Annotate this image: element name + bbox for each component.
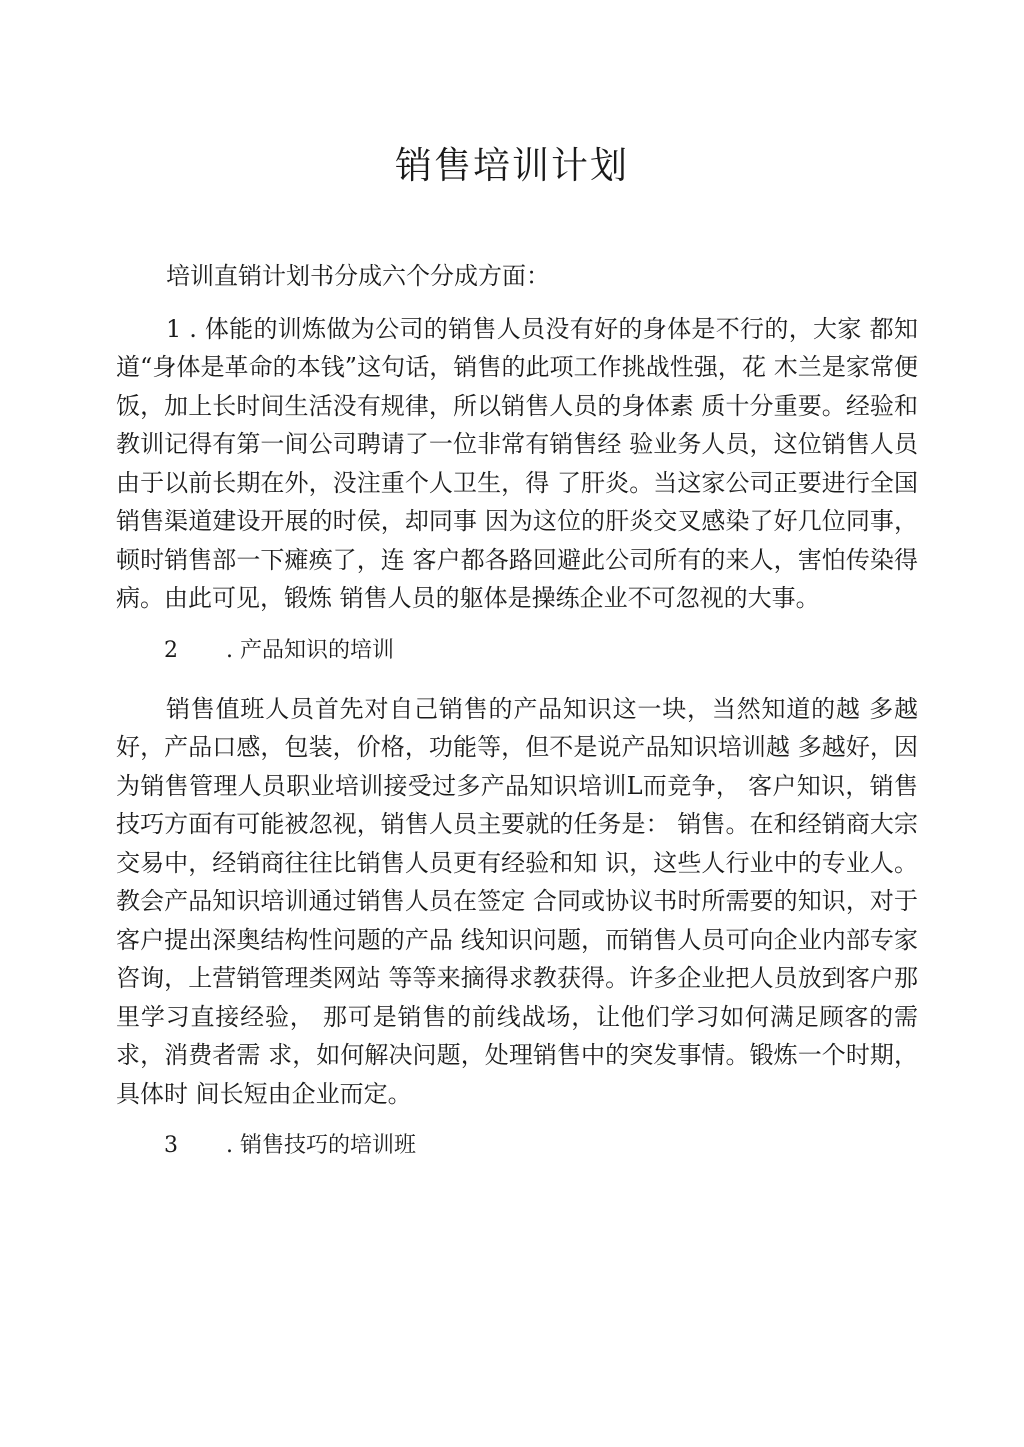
document-body [116,257,918,1185]
section-3-number: 3 [164,1133,178,1158]
section-1-paragraph: 1 . 体能的训炼做为公司的销售人员没有好的身体是不行的，大家 都知道“身体是革命的本钱”这句话，销售的此项工作挑战性强，花 木兰是家常便饭，加上长时间生活没有规律，所以销售人员的身体素 质十分重要。经验和教训记得有第一间公司聘请了一位非常有销售经 验业务人员，这位销售人员由于以前长期在外，没注重个人卫生，得 了肝炎。当这家公司正要进行全国销售渠道建设开展的时侯，却同事 因为这位的肝炎交叉感染了好几位同事，顿时销售部一下瘫痪了，连 客户都各路回避此公司所有的来人，害怕传染得病。由此可见，锻炼 销售人员的躯体是操练企业不可忽视的大事。 [116,314,918,612]
section-2-number: 2 [164,637,178,663]
section-3-heading [116,1127,918,1165]
section-2-paragraph: 销售值班人员首先对自己销售的产品知识这一块，当然知道的越 多越好，产品口感，包装，价格，功能等，但不是说产品知识培训越 多越好，因为销售管理人员职业培训接受过多产品知识培训L而竞争， 客户知识，销售技巧方面有可能被忽视，销售人员主要就的任务是： 销售。在和经销商大宗交易中，经销商往往比销售人员更有经验和知 识，这些人行业中的专业人。教会产品知识培训通过销售人员在签定 合同或协议书时所需要的知识，对于客户提出深奥结构性问题的产品 线知识问题，而销售人员可向企业内部专家咨询，上营销管理类网站 等等来摘得求教获得。许多企业把人员放到客户那里学习直接经验， 那可是销售的前线战场，让他们学习如何满足顾客的需求，消费者需 求，如何解决问题，处理销售中的突发事情。锻炼一个时期，具体时 间长短由企业而定。 [116,694,918,1108]
section-2-heading [116,632,918,670]
section-2-title: . 产品知识的培训 [226,637,394,663]
intro-paragraph: 培训直销计划书分成六个分成方面： [166,262,550,290]
section-3-title: . 销售技巧的培训班 [226,1133,416,1158]
document-title: 销售培训计划 [395,144,629,187]
